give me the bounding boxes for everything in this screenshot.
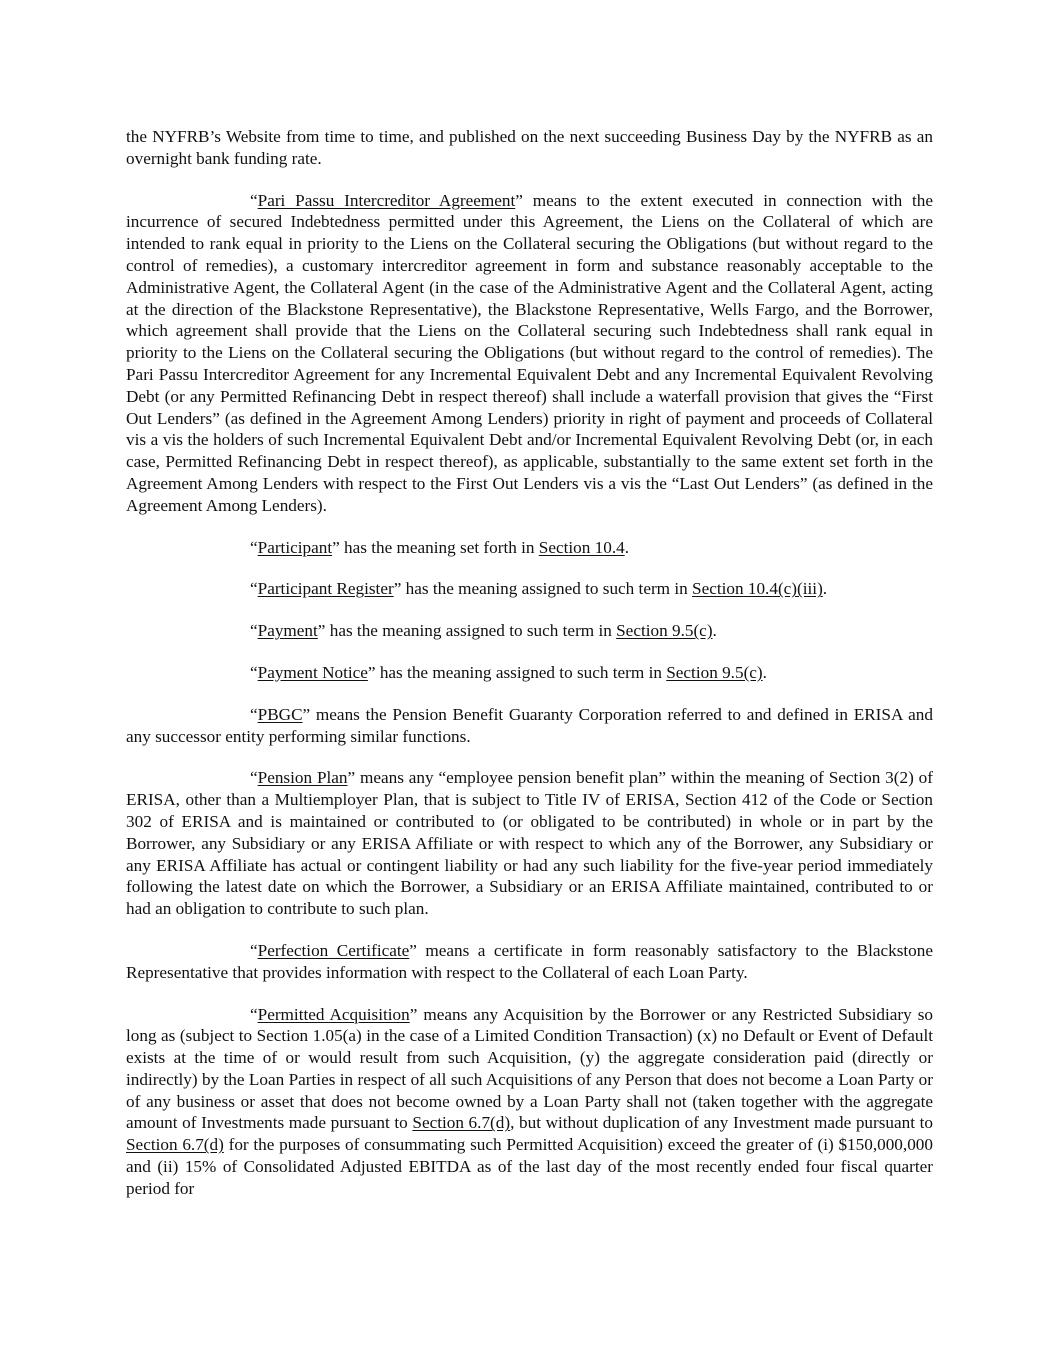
text-run: ” has the meaning assigned to such term in <box>393 579 693 599</box>
defined-term: Permitted Acquisition <box>257 1004 410 1024</box>
text-run: ” means any Acquisition by the Borrower or any Restricted Subsidiary so long as (subject to Section 1.05(a) in the case of a Limited Condition Transaction) (x) no Default or Event of Default exists at the time of or would result from such Acquisition, (y) the aggregate consideration paid (directly or indirectly) by the Loan Parties in respect of all such Acquisitions of any Person that does not become a Loan Party or of any business or asset that does not become owned by a Loan Party shall not (taken together with the aggregate amount of Investments made pursuant to <box>126 1004 934 1133</box>
defined-term: Perfection Certificate <box>257 940 410 960</box>
text-run: “ <box>250 1004 258 1024</box>
definition-pari-passu <box>126 190 933 517</box>
defined-term: Section 10.4 <box>538 537 625 557</box>
text-run: ” has the meaning assigned to such term in <box>317 621 617 641</box>
text-run: ” means the Pension Benefit Guaranty Corporation referred to and defined in ERISA and any successor entity performing similar functions. <box>126 704 933 746</box>
defined-term: Payment <box>257 621 318 641</box>
defined-term: Participant <box>257 537 333 557</box>
definition-nyfrb-cont <box>126 126 933 170</box>
text-run: . <box>762 662 767 682</box>
definition-payment-notice <box>126 662 933 684</box>
definition-permitted-acquisition <box>126 1004 933 1200</box>
defined-term: Section 9.5(c) <box>616 621 713 641</box>
defined-term: Participant Register <box>257 579 394 599</box>
defined-term: Payment Notice <box>257 662 368 682</box>
defined-term: Pari Passu Intercreditor Agreement <box>257 190 516 210</box>
defined-term: Section 6.7(d) <box>412 1113 511 1133</box>
definition-pension-plan <box>126 767 933 920</box>
definition-participant <box>126 537 933 559</box>
text-run: “ <box>250 579 258 599</box>
text-run: “ <box>250 537 258 557</box>
defined-term: Pension Plan <box>257 768 348 788</box>
text-run: the NYFRB’s Website from time to time, and published on the next succeeding Business Day by the NYFRB as an overnight bank funding rate. <box>126 127 933 168</box>
text-run: ” has the meaning set forth in <box>332 537 539 557</box>
text-run: . <box>712 621 717 641</box>
defined-term: Section 6.7(d) <box>126 1135 224 1155</box>
defined-term: Section 9.5(c) <box>666 662 763 682</box>
defined-term: PBGC <box>257 704 303 724</box>
text-run: , but without duplication of any Investment made pursuant to <box>510 1113 933 1133</box>
text-run: “ <box>250 940 258 960</box>
text-run: for the purposes of consummating such Permitted Acquisition) exceed the greater of (i) $150,000,000 and (ii) 15% of Consolidated Adjusted EBITDA as of the last day of the most recently ended four fiscal quarter period for <box>126 1135 933 1198</box>
text-run: ” has the meaning assigned to such term in <box>367 662 667 682</box>
text-run: “ <box>250 621 258 641</box>
definition-pbgc <box>126 704 933 748</box>
definition-perfection-certificate <box>126 940 933 984</box>
text-run: . <box>624 537 630 557</box>
definition-participant-register <box>126 578 933 600</box>
text-run: ” means to the extent executed in connection with the incurrence of secured Indebtedness permitted under this Agreement, the Liens on the Collateral of which are intended to rank equal in priority to the Liens on the Collateral securing the Obligations (but without regard to the control of remedies), a customary intercreditor agreement in form and substance reasonably acceptable to the Administrative Agent, the Collateral Agent (in the case of the Administrative Agent and the Collateral Agent, acting at the direction of the Blackstone Representative), the Blackstone Representative, Wells Fargo, and the Borrower, which agreement shall provide that the Liens on the Collateral securing such Indebtedness shall rank equal in priority to the Liens on the Collateral securing the Obligations (but without regard to the control of remedies). The Pari Passu Intercreditor Agreement for any Incremental Equivalent Debt and any Incremental Equivalent Revolving Debt (or any Permitted Refinancing Debt in respect thereof) shall include a waterfall provision that gives the “First Out Lenders” (as defined in the Agreement Among Lenders) priority in right of payment and proceeds of Collateral vis a vis the holders of such Incremental Equivalent Debt and/or Incremental Equivalent Revolving Debt (or, in each case, Permitted Refinancing Debt in respect thereof), as applicable, substantially to the same extent set forth in the Agreement Among Lenders with respect to the First Out Lenders vis a vis the “Last Out Lenders” (as defined in the Agreement Among Lenders). <box>126 190 933 515</box>
text-run: ” means a certificate in form reasonably satisfactory to the Blackstone Representative that provides information with respect to the Collateral of each Loan Party. <box>126 940 933 982</box>
defined-term: Section 10.4(c)(iii) <box>692 579 823 599</box>
text-run: “ <box>250 704 258 724</box>
document-page <box>126 126 933 1220</box>
text-run: “ <box>250 662 258 682</box>
text-run: ” means any “employee pension benefit plan” within the meaning of Section 3(2) of ERISA, other than a Multiemployer Plan, that is subject to Title IV of ERISA, Section 412 of the Code or Section 302 of ERISA and is maintained or contributed to (or obligated to be contributed) in whole or in part by the Borrower, any Subsidiary or any ERISA Affiliate or with respect to which any of the Borrower, any Subsidiary or any ERISA Affiliate has actual or contingent liability or had any such liability for the five-year period immediately following the latest date on which the Borrower, a Subsidiary or an ERISA Affiliate maintained, contributed to or had an obligation to contribute to such plan. <box>126 768 933 919</box>
text-run: . <box>822 579 828 599</box>
text-run: “ <box>250 768 258 788</box>
definition-payment <box>126 620 933 642</box>
text-run: “ <box>250 190 258 210</box>
